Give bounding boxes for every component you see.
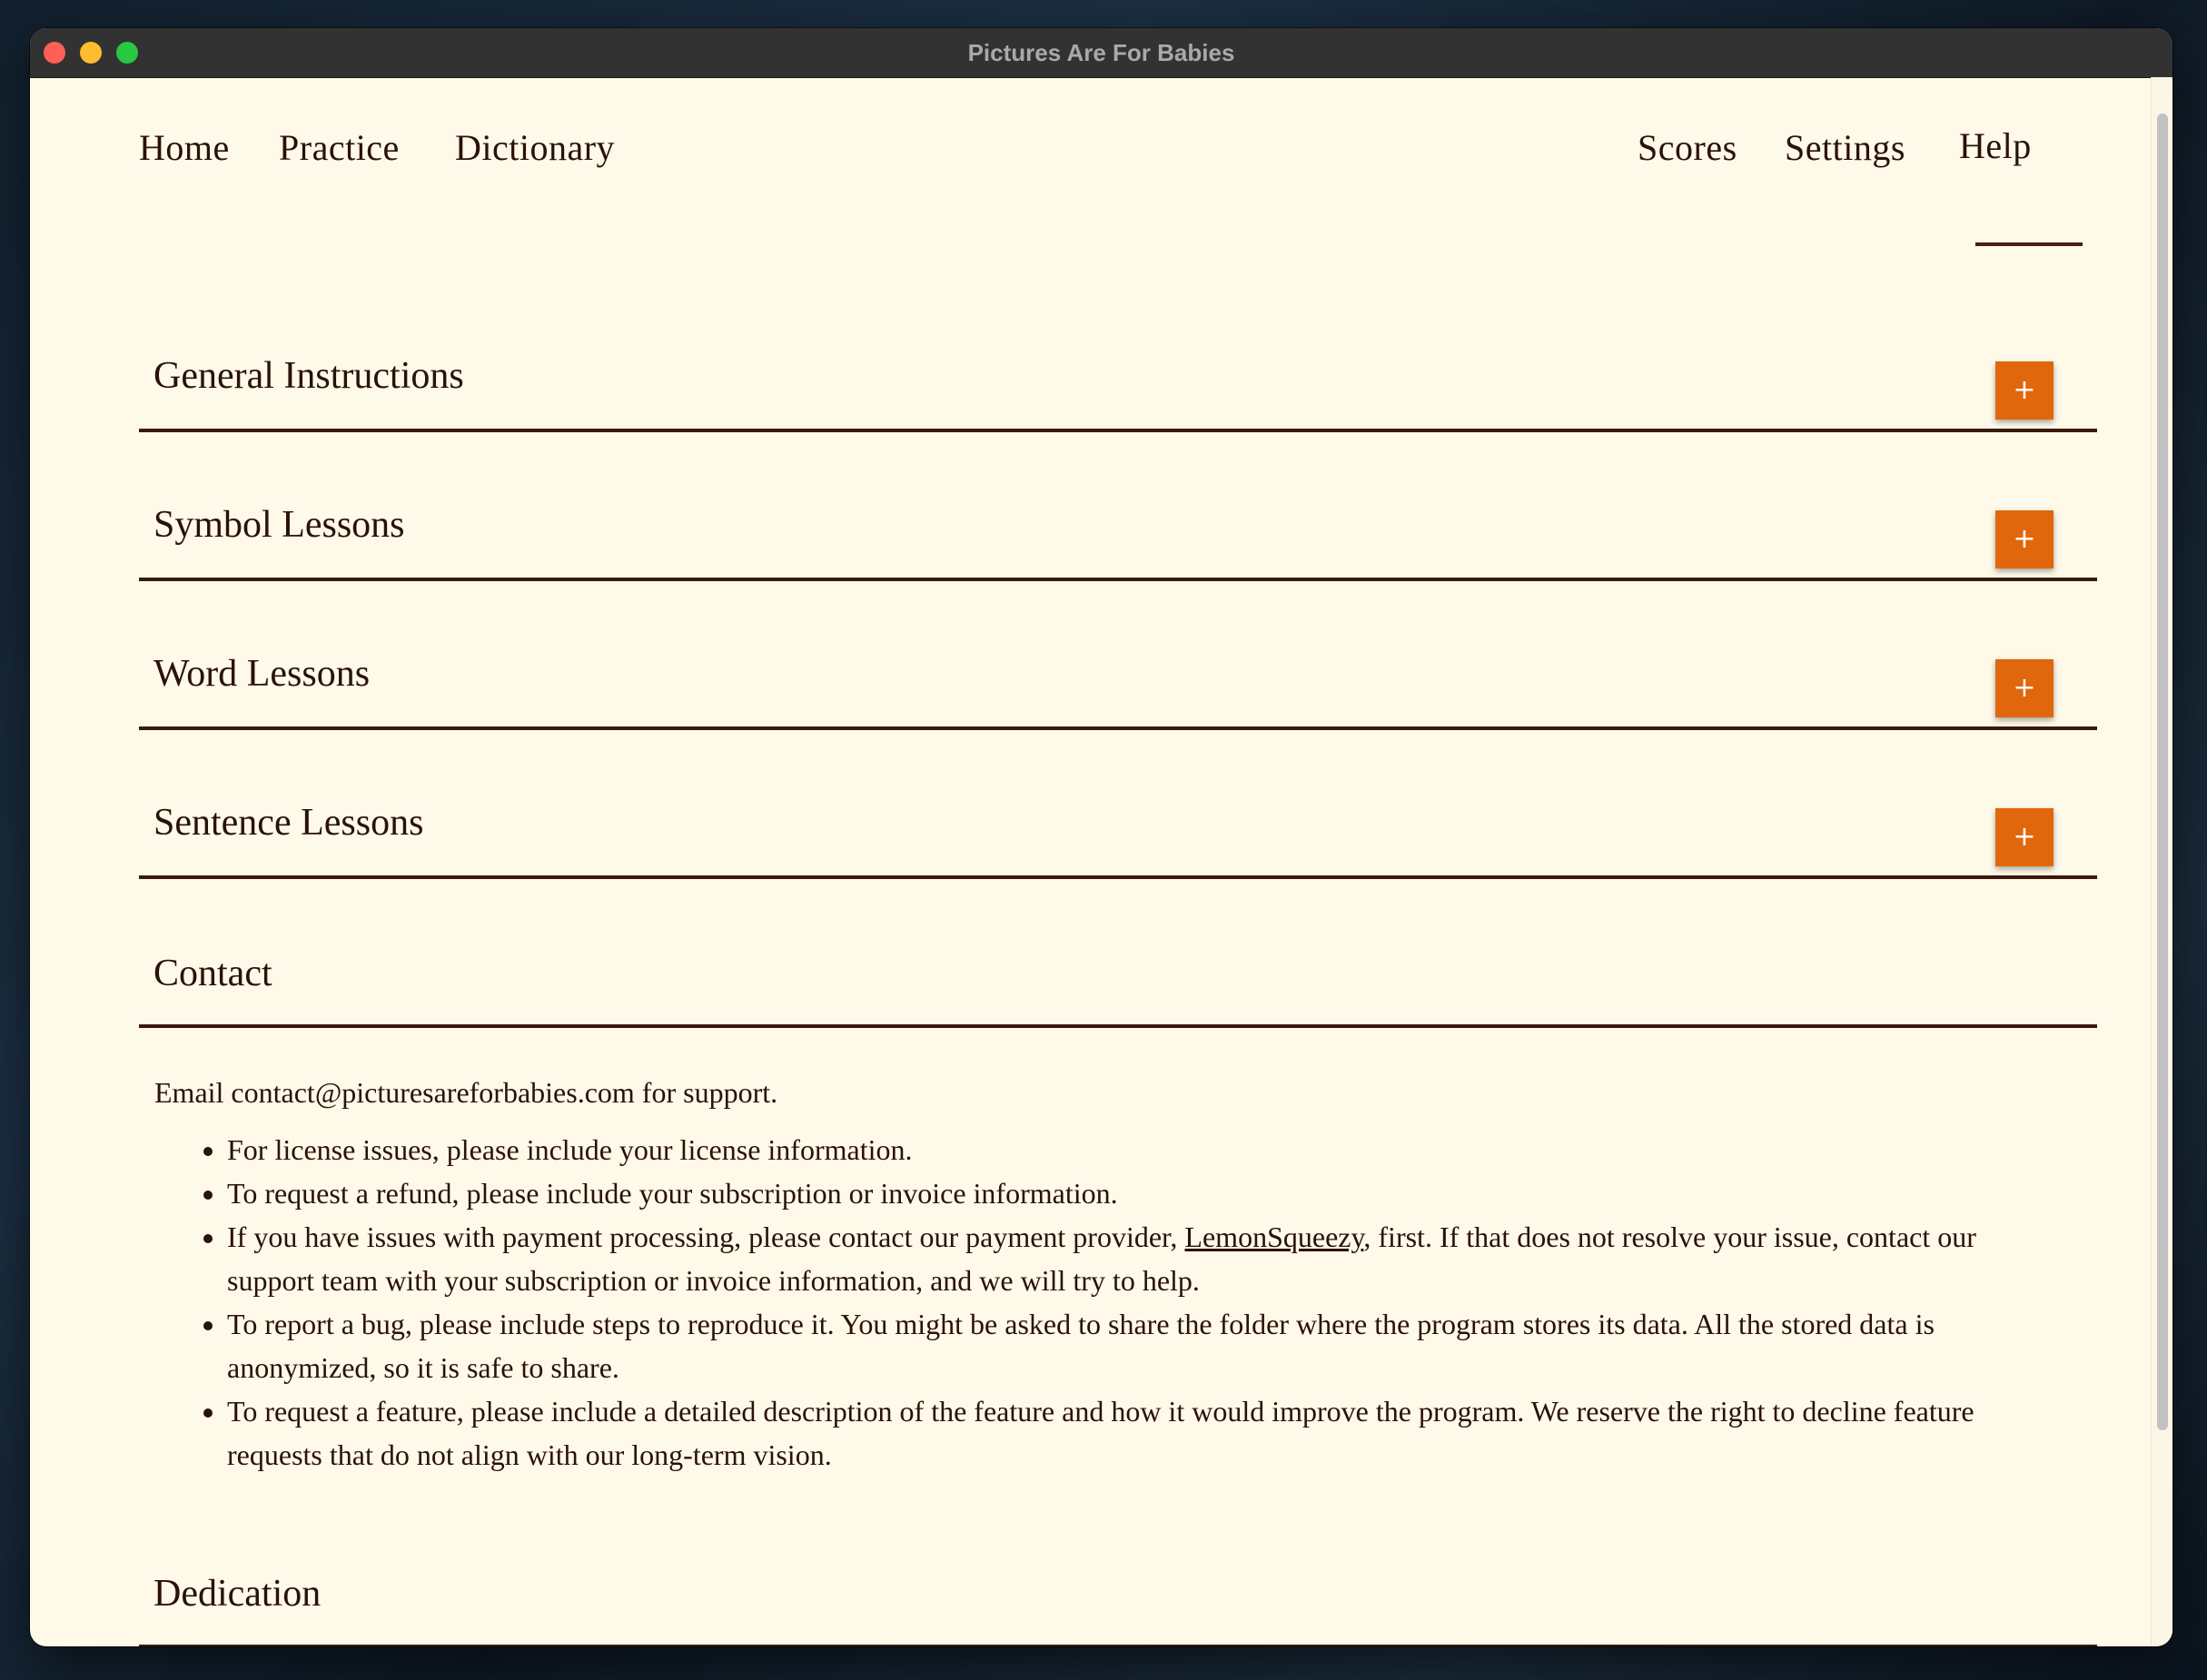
nav-help[interactable]: Help [1959,125,2032,166]
section-sentence-lessons[interactable] [139,801,2097,879]
section-general-instructions[interactable] [139,354,2097,432]
list-item: • For license issues, please include your license information. [227,1128,2062,1171]
section-symbol-lessons[interactable] [139,503,2097,581]
list-item: • To report a bug, please include steps to reproduce it. You might be asked to share the folder where the program stores its data. All the stored data is anonymized, so it is safe to share. [227,1302,2062,1389]
list-item: • To request a refund, please include your subscription or invoice information. [227,1171,2062,1215]
scrollbar-thumb[interactable] [2157,114,2168,1430]
contact-content [154,1071,2062,1477]
section-word-lessons[interactable] [139,652,2097,730]
lemonsqueezy-link[interactable]: LemonSqueezy [1184,1220,1364,1253]
section-title: General Instructions [153,355,464,397]
list-item: • To request a feature, please include a detailed description of the feature and how it would improve the program. We reserve the right to decline feature requests that do not align with our long-term vision. [227,1389,2062,1477]
section-contact [139,952,2097,1028]
expand-button[interactable]: + [1995,659,2054,717]
nav-settings[interactable]: Settings [1785,127,1905,168]
active-tab-indicator [1975,242,2083,246]
contact-intro: Email contact@picturesareforbabies.com for support. [154,1076,778,1109]
section-title: Dedication [153,1573,322,1615]
title-bar [30,28,2172,78]
window-title: Pictures Are For Babies [967,39,1235,66]
contact-list [154,1128,2062,1477]
section-title: Contact [153,953,272,994]
expand-button[interactable]: + [1995,510,2054,568]
nav-dictionary[interactable]: Dictionary [455,127,616,168]
list-item [227,1215,2062,1302]
payment-text-before: If you have issues with payment processing, please contact our payment provider, [227,1220,1185,1253]
expand-button[interactable]: + [1995,808,2054,866]
app-window [30,28,2172,1646]
help-page [30,77,2152,1646]
payment-text-after: , first. If that does not resolve your issue, contact our support team with your subscription or invoice information, and we will try to help. [227,1220,1976,1297]
nav-scores[interactable]: Scores [1638,127,1737,168]
section-title: Symbol Lessons [153,504,405,546]
section-dedication [139,1572,2097,1646]
vertical-scrollbar[interactable] [2151,77,2172,1646]
nav-practice[interactable]: Practice [279,127,400,168]
section-title: Sentence Lessons [153,802,424,844]
expand-button[interactable]: + [1995,361,2054,420]
nav-home[interactable]: Home [139,127,230,168]
section-title: Word Lessons [153,653,371,695]
